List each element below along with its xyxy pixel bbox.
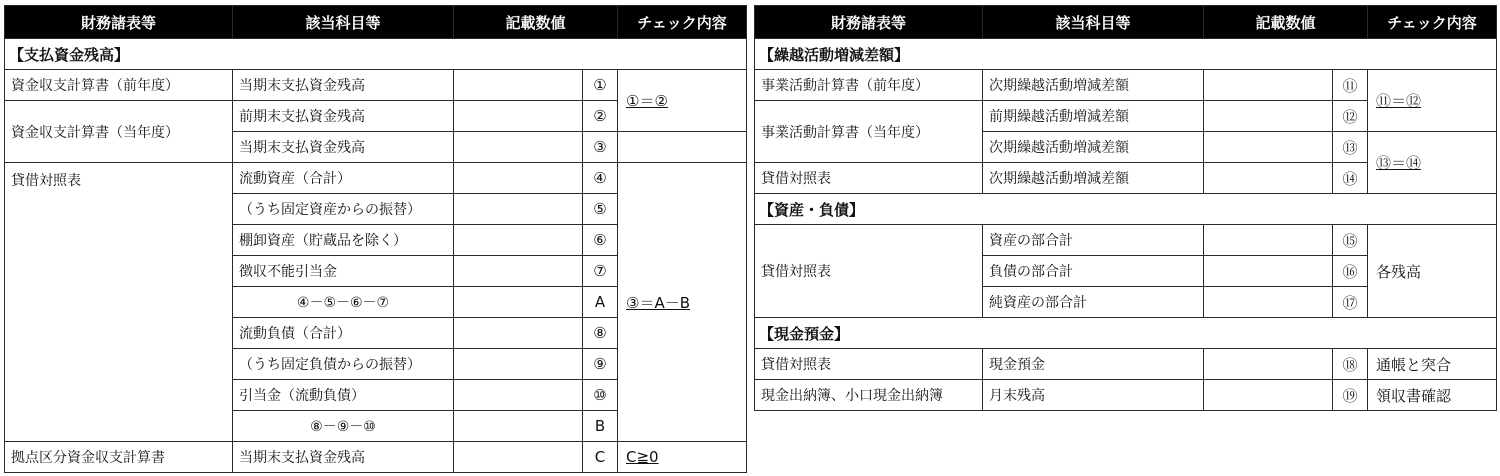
ref-number: B	[583, 411, 618, 442]
value-cell[interactable]	[454, 318, 583, 349]
value-cell[interactable]	[454, 101, 583, 132]
header-item: 該当科目等	[233, 6, 454, 39]
check-formula: ⑪＝⑫	[1376, 92, 1422, 110]
ref-number: ⑥	[583, 225, 618, 256]
header-statement: 財務諸表等	[5, 6, 233, 39]
statement-cell: 貸借対照表	[755, 349, 983, 380]
ref-number: ⑭	[1333, 163, 1368, 194]
item-cell: 流動負債（合計）	[233, 318, 454, 349]
statement-cell: 現金出納簿、小口現金出納簿	[755, 380, 983, 411]
check-formula: ③＝A－B	[626, 293, 691, 312]
table-row	[755, 380, 1497, 411]
item-cell: 徴収不能引当金	[233, 256, 454, 287]
ref-number: ⑱	[1333, 349, 1368, 380]
ref-number: ⑲	[1333, 380, 1368, 411]
item-cell: （うち固定資産からの振替）	[233, 194, 454, 225]
item-cell: （うち固定負債からの振替）	[233, 349, 454, 380]
item-cell: 負債の部合計	[983, 256, 1204, 287]
item-cell: 次期繰越活動増減差額	[983, 132, 1204, 163]
value-cell[interactable]	[1204, 380, 1333, 411]
ref-number: ③	[583, 132, 618, 163]
check-cell	[1368, 225, 1497, 318]
ref-number: ⑩	[583, 380, 618, 411]
ref-number: ⑬	[1333, 132, 1368, 163]
header-check: チェック内容	[618, 6, 747, 39]
ref-number: ⑦	[583, 256, 618, 287]
header-value: 記載数値	[454, 6, 618, 39]
ref-number: ⑯	[1333, 256, 1368, 287]
section-row	[755, 194, 1497, 225]
value-cell[interactable]	[1204, 225, 1333, 256]
ref-number: ⑤	[583, 194, 618, 225]
table-row	[755, 225, 1497, 256]
item-cell: 引当金（流動負債）	[233, 380, 454, 411]
header-row	[5, 6, 747, 39]
check-formula: ⑬＝⑭	[1376, 154, 1422, 172]
item-cell: 現金預金	[983, 349, 1204, 380]
ref-number: ④	[583, 163, 618, 194]
check-cell	[618, 163, 747, 442]
value-cell[interactable]	[1204, 101, 1333, 132]
right-check-table	[754, 5, 1497, 411]
value-cell[interactable]	[1204, 132, 1333, 163]
item-cell: 月末残高	[983, 380, 1204, 411]
value-cell[interactable]	[454, 411, 583, 442]
value-cell[interactable]	[454, 225, 583, 256]
value-cell[interactable]	[454, 70, 583, 101]
item-cell: 前期繰越活動増減差額	[983, 101, 1204, 132]
item-cell: 棚卸資産（貯蔵品を除く）	[233, 225, 454, 256]
check-formula: ①＝②	[626, 92, 668, 110]
statement-cell: 貸借対照表	[5, 163, 233, 442]
header-check: チェック内容	[1368, 6, 1497, 39]
check-formula: C≧0	[626, 448, 659, 466]
item-formula-cell: ④－⑤－⑥－⑦	[233, 287, 454, 318]
statement-cell: 事業活動計算書（当年度）	[755, 101, 983, 163]
section-row	[755, 39, 1497, 70]
section-title-assets-liabilities: 【資産・負債】	[755, 194, 1497, 225]
value-cell[interactable]	[454, 256, 583, 287]
value-cell[interactable]	[454, 194, 583, 225]
section-row	[5, 39, 747, 70]
check-cell	[1368, 132, 1497, 194]
table-row	[5, 163, 747, 194]
statement-cell: 事業活動計算書（前年度）	[755, 70, 983, 101]
value-cell[interactable]	[1204, 349, 1333, 380]
value-cell[interactable]	[1204, 70, 1333, 101]
value-cell[interactable]	[1204, 256, 1333, 287]
left-check-table	[4, 5, 747, 473]
item-cell: 当期末支払資金残高	[233, 132, 454, 163]
statement-cell: 貸借対照表	[755, 163, 983, 194]
item-cell: 純資産の部合計	[983, 287, 1204, 318]
ref-number: ⑫	[1333, 101, 1368, 132]
item-cell: 流動資産（合計）	[233, 163, 454, 194]
statement-cell: 拠点区分資金収支計算書	[5, 442, 233, 473]
section-title-cash-deposits: 【現金預金】	[755, 318, 1497, 349]
ref-number: ⑧	[583, 318, 618, 349]
check-cell	[618, 442, 747, 473]
section-row	[755, 318, 1497, 349]
check-cell	[618, 132, 747, 163]
table-row	[5, 70, 747, 101]
check-text: 領収書確認	[1368, 380, 1497, 411]
value-cell[interactable]	[1204, 287, 1333, 318]
ref-number: ⑨	[583, 349, 618, 380]
ref-number: A	[583, 287, 618, 318]
value-cell[interactable]	[454, 349, 583, 380]
check-text: 通帳と突合	[1368, 349, 1497, 380]
header-value: 記載数値	[1204, 6, 1368, 39]
header-item: 該当科目等	[983, 6, 1204, 39]
statement-cell: 資金収支計算書（当年度）	[5, 101, 233, 163]
item-cell: 資産の部合計	[983, 225, 1204, 256]
ref-number: ⑰	[1333, 287, 1368, 318]
value-cell[interactable]	[454, 287, 583, 318]
header-row	[755, 6, 1497, 39]
item-cell: 次期繰越活動増減差額	[983, 163, 1204, 194]
ref-number: ①	[583, 70, 618, 101]
header-statement: 財務諸表等	[755, 6, 983, 39]
value-cell[interactable]	[454, 380, 583, 411]
table-row	[5, 442, 747, 473]
item-cell: 次期繰越活動増減差額	[983, 70, 1204, 101]
item-formula-cell: ⑧－⑨－⑩	[233, 411, 454, 442]
table-row	[755, 70, 1497, 101]
section-title-payment-funds: 【支払資金残高】	[5, 39, 747, 70]
ref-number: ⑮	[1333, 225, 1368, 256]
value-cell[interactable]	[454, 132, 583, 163]
section-title-carryover: 【繰越活動増減差額】	[755, 39, 1497, 70]
table-row	[755, 349, 1497, 380]
ref-number: ⑪	[1333, 70, 1368, 101]
statement-cell: 貸借対照表	[755, 225, 983, 318]
check-cell	[1368, 70, 1497, 132]
item-cell: 当期末支払資金残高	[233, 442, 454, 473]
item-cell: 当期末支払資金残高	[233, 70, 454, 101]
ref-number: C	[583, 442, 618, 473]
item-cell: 前期末支払資金残高	[233, 101, 454, 132]
value-cell[interactable]	[1204, 163, 1333, 194]
check-cell	[618, 70, 747, 132]
ref-number: ②	[583, 101, 618, 132]
check-text: 各残高	[1376, 262, 1422, 281]
statement-cell: 資金収支計算書（前年度）	[5, 70, 233, 101]
value-cell[interactable]	[454, 442, 583, 473]
value-cell[interactable]	[454, 163, 583, 194]
